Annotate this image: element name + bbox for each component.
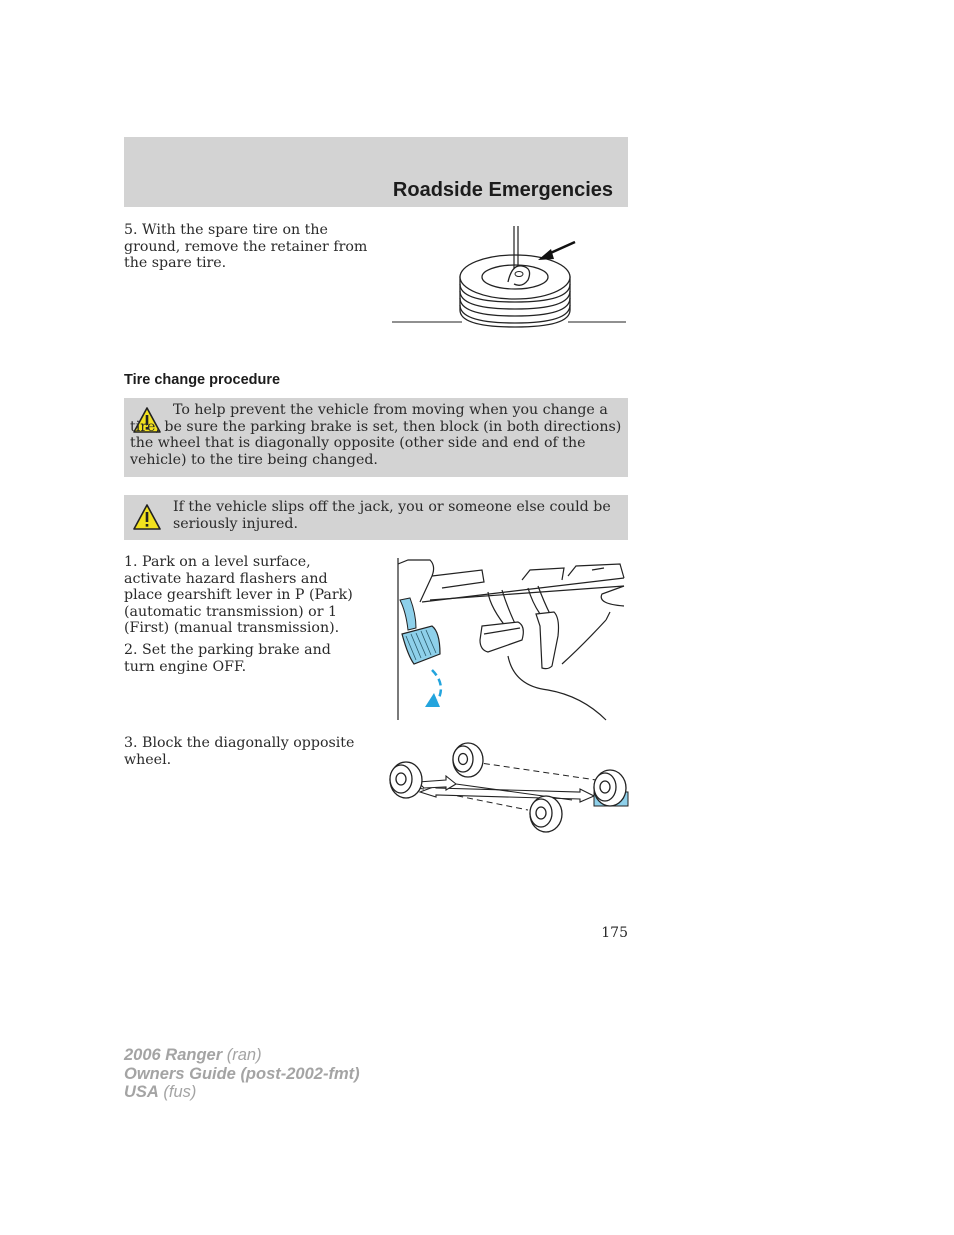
- step-5-text: 5. With the spare tire on the ground, remove the retainer from the spare tire.: [124, 222, 368, 272]
- footer-line-3: USA (fus): [124, 1083, 197, 1101]
- parking-brake-illustration: [392, 556, 628, 722]
- section-header-band: [124, 137, 628, 207]
- wheel-block-illustration: [384, 734, 630, 838]
- page-number: 175: [601, 925, 628, 941]
- step-1-text: 1. Park on a level surface, activate hazard flashers and place gearshift lever in P (Park) (automatic transmission) or 1 (First) (manual transmission).: [124, 554, 353, 637]
- footer-line-2: Owners Guide (post-2002-fmt): [124, 1064, 360, 1083]
- section-subheading: Tire change procedure: [124, 372, 281, 388]
- warning-text-jack: If the vehicle slips off the jack, you or someone else could be seriously injured.: [173, 499, 611, 532]
- step-2-text: 2. Set the parking brake and turn engine OFF.: [124, 642, 331, 675]
- warning-box-jack: [124, 495, 628, 540]
- footer-line-1: 2006 Ranger (ran): [124, 1046, 262, 1064]
- warning-box-parking: [124, 398, 628, 477]
- spare-tire-illustration: [390, 222, 630, 332]
- document-footer: [124, 1046, 360, 1102]
- step-3-text: 3. Block the diagonally opposite wheel.: [124, 735, 355, 768]
- warning-text-parking: To help prevent the vehicle from moving when you change a tire, be sure the parking brake is set, then block (in both directions) the wheel that is diagonally opposite (other side and end of the vehicle) to the tire being changed.: [130, 402, 622, 468]
- warning-triangle-icon: [132, 503, 162, 531]
- section-title: Roadside Emergencies: [392, 179, 613, 201]
